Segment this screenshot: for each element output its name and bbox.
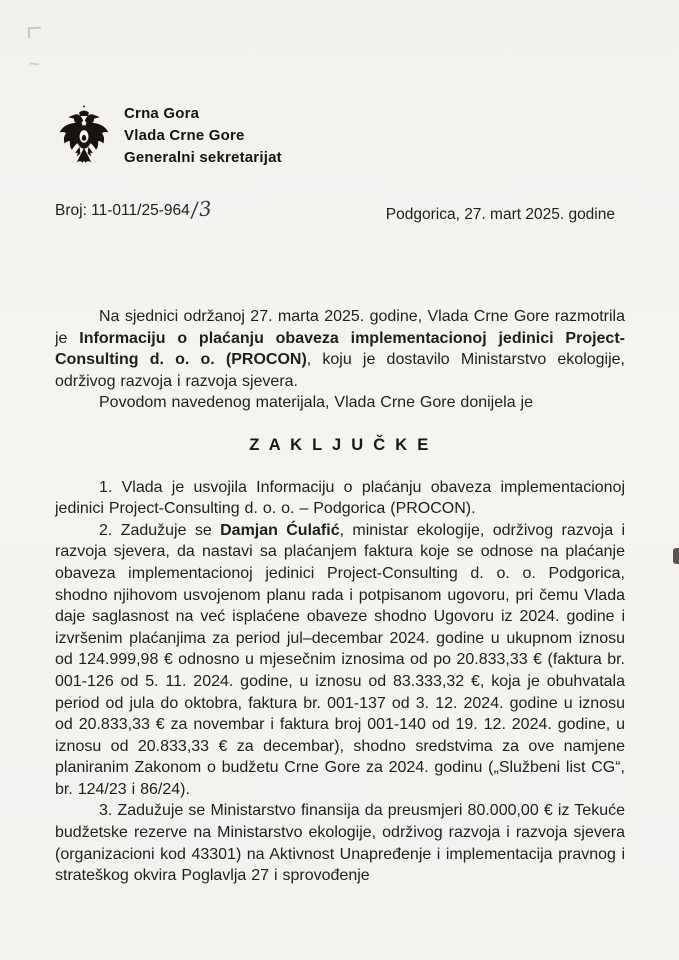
letterhead [57, 103, 282, 169]
montenegro-coat-of-arms-icon [57, 104, 111, 168]
org-country: Crna Gora [124, 105, 200, 122]
scan-artifact [673, 548, 679, 564]
conclusion-item-3: 3. Zadužuje se Ministarstvo finansija da preusmjeri 80.000,00 € iz Tekuće budžetske rezerve na Ministarstvo ekologije, održivog razvoja i razvoja sjevera (organizacioni kod 43301) na Aktivnost Unapređenje i implementacija pravnog i strateškog okvira Poglavlja 27 i sprovođenje [55, 802, 625, 885]
org-secretariat: Generalni sekretarijat [124, 149, 282, 166]
intro-paragraph [55, 306, 625, 392]
conclusion-item-2 [55, 520, 625, 801]
org-government: Vlada Crne Gore [124, 127, 245, 144]
intro-segment: Na sjednici održanoj 27. marta 2025. godine, Vlada Crne Gore razmotrila je [55, 308, 625, 347]
item2-segment: 2. Zadužuje se [99, 521, 221, 539]
scan-artifact [28, 27, 42, 39]
conclusion-item-1: 1. Vlada je usvojila Informaciju o plaćanju obaveza implementacionoj jedinici Project-Consulting d. o. o. – Podgorica (PROCON). [55, 478, 625, 518]
document-number [55, 196, 212, 220]
document-body [55, 306, 625, 887]
place-and-date: Podgorica, 27. mart 2025. godine [385, 206, 615, 223]
item2-segment: , ministar ekologije, održivog razvoja i razvoja sjevera, da nastavi sa plaćanjem faktura koje se odnose na plaćanje obaveza implementacionoj jedinici Project-Consulting d. o. o. Podgorica, shodno njihovom usvojenom planu rada i potpisanom ugovoru, pri čemu Vlada daje saglasnost na već isplaćene obaveze shodno Ugovoru iz 2024. godine i izvršenim plaćanjima za period jul–decembar 2024. godine u ukupnom iznosu od 124.999,98 € odnosno u mjesečnim iznosima od po 20.833,33 € (faktura br. 001-126 od 5. 11. 2024. godine, u iznosu od 83.333,32 €, koja je obuhvatala period od jula do oktobra, faktura br. 001-137 od 3. 12. 2024. godine u iznosu od 20.833,33 € za novembar i faktura broj 001-140 od 19. 12. 2024. godine, u iznosu od 20.833,33 € za decembar), shodno sredstvima za ove namjene planiranim Zakonom o budžetu Crne Gore za 2024. godinu („Službeni list CG“, br. 124/23 i 86/24). [55, 521, 626, 798]
lead-paragraph: Povodom navedenog materijala, Vlada Crne Gore donijela je [99, 394, 533, 412]
conclusions-heading: Z A K L J U Č K E [249, 435, 431, 454]
handwritten-number-suffix: /3 [189, 196, 214, 222]
intro-bold-title: Informaciju o plaćanju obaveza implementacionoj jedinici Project-Consulting d. o. o. (PROCON) [55, 329, 625, 369]
org-block [124, 103, 282, 169]
item2-minister-name: Damjan Ćulafić [220, 521, 340, 539]
document-number-typed: Broj: 11-011/25-964 [55, 202, 190, 219]
scan-artifact [29, 55, 39, 65]
reference-row [55, 196, 625, 223]
intro-segment: , koju je dostavilo Ministarstvo ekologije, održivog razvoja i razvoja sjevera. [55, 351, 626, 390]
